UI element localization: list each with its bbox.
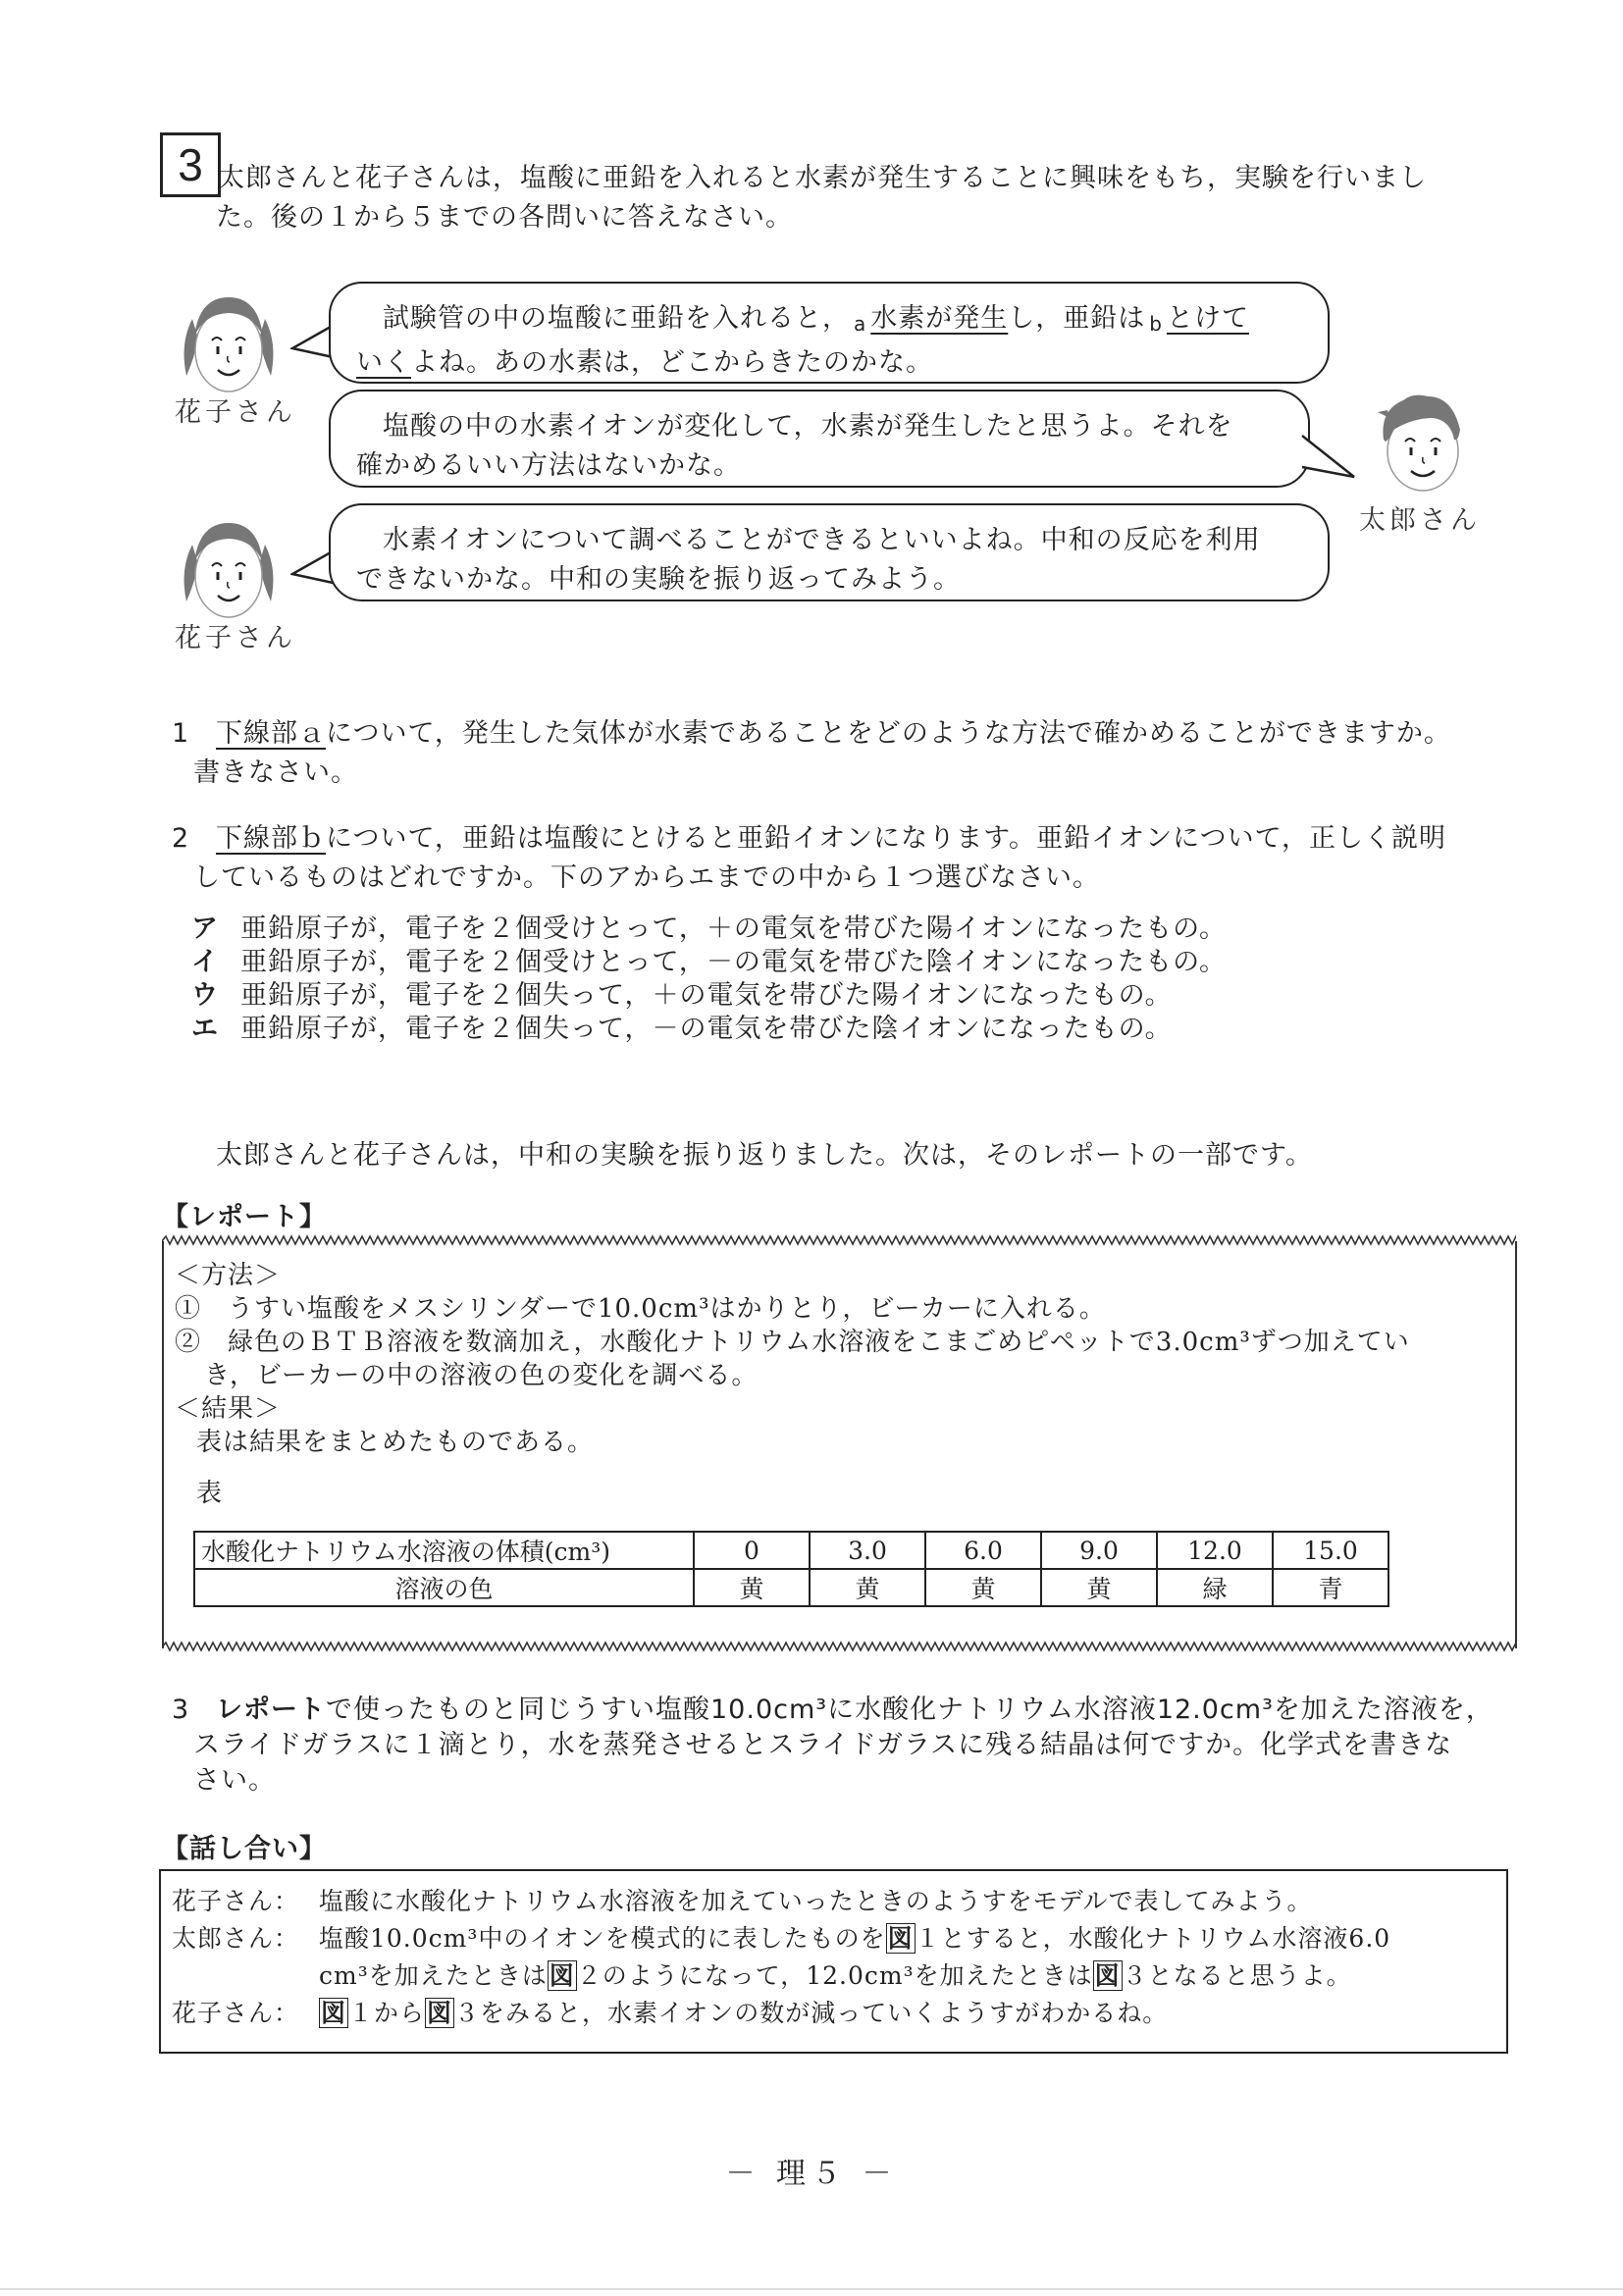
speech-bubble-hanako-2	[329, 503, 1330, 601]
discussion-text: ３となると思うよ。	[1122, 1961, 1352, 1990]
q3-text-1: で使ったものと同じうすい塩酸10.0cm³に水酸化ナトリウム水溶液12.0cm³を加えた溶液を，	[326, 1695, 1493, 1725]
table-cell-color: 黄	[810, 1569, 925, 1606]
choice-u[interactable]	[191, 979, 1227, 1013]
question-2	[172, 819, 1526, 898]
q2-text-2: しているものはどれですか。下のアからエまでの中から１つ選びなさい。	[193, 862, 1100, 893]
table-header-color: 溶液の色	[194, 1569, 694, 1606]
question-number-box: 3	[160, 132, 221, 197]
choice-text: 亜鉛原子が，電子を２個受けとって，＋の電気を帯びた陽イオンになったもの。	[240, 913, 1228, 944]
page-number: － 理５ －	[725, 2157, 898, 2191]
bubble1-text-pre: 試験管の中の塩酸に亜鉛を入れると，	[383, 303, 850, 334]
q1-underline-label: 下線部ａ	[216, 718, 326, 749]
mark-a: a	[854, 312, 867, 336]
q1-number: 1	[172, 718, 190, 749]
table-cell-color: 青	[1273, 1569, 1388, 1606]
report-content	[175, 1259, 1509, 1510]
speech-bubble-tail	[1300, 432, 1359, 481]
discussion-row	[172, 1884, 1313, 1919]
q1-text-2: 書きなさい。	[193, 757, 358, 788]
question-1	[172, 714, 1526, 793]
table-cell-volume: 0	[694, 1532, 810, 1569]
method-step-2-cont: き，ビーカーの中の溶液の色の変化を調べる。	[204, 1361, 759, 1390]
table-cell-volume: 12.0	[1157, 1532, 1273, 1569]
choice-text: 亜鉛原子が，電子を２個失って，－の電気を帯びた陰イオンになったもの。	[240, 1014, 1173, 1044]
choice-a[interactable]	[191, 913, 1227, 946]
discussion-row	[172, 1996, 1168, 2031]
choice-i[interactable]	[191, 946, 1227, 979]
method-heading: ＜方法＞	[175, 1261, 282, 1290]
table-cell-volume: 15.0	[1273, 1532, 1388, 1569]
discussion-text: ３をみると，水素イオンの数が減っていくようすがわかるね。	[454, 1999, 1169, 2027]
figure-ref: 図	[1094, 1961, 1121, 1990]
hanako-face-icon	[175, 289, 283, 399]
discussion-speaker: 花子さん：	[172, 1999, 300, 2027]
discussion-text: 塩酸10.0cm³中のイオンを模式的に表したものを	[319, 1924, 886, 1953]
choice-label: イ	[191, 947, 219, 977]
page-bottom-edge	[0, 2288, 1623, 2290]
discussion-text: 塩酸に水酸化ナトリウム水溶液を加えていったときのようすをモデルで表してみよう。	[319, 1887, 1313, 1915]
method-step-2: ② 緑色のＢＴＢ溶液を数滴加え，水酸化ナトリウム水溶液をこまごめピペットで3.0cm³ずつ加えてい	[175, 1328, 1410, 1357]
mark-b: b	[1149, 312, 1163, 336]
discussion-row	[319, 1958, 1352, 1994]
table-header-volume: 水酸化ナトリウム水溶液の体積(cm³)	[194, 1532, 694, 1569]
hanako-face-icon	[175, 515, 283, 625]
q2-underline-label: 下線部ｂ	[216, 823, 326, 854]
question-3	[172, 1693, 1526, 1799]
choice-label: ア	[191, 913, 219, 944]
method-step-1: ① うすい塩酸をメスシリンダーで10.0cm³はかりとり，ビーカーに入れる。	[175, 1294, 1106, 1324]
underline-a: 水素が発生	[870, 303, 1009, 334]
result-text: 表は結果をまとめたものである。	[196, 1428, 595, 1457]
bubble2-line-2: 確かめるいい方法はないかな。	[356, 450, 741, 481]
figure-ref: 図	[427, 1999, 453, 2027]
table-cell-color: 黄	[694, 1569, 810, 1606]
table-cell-volume: 9.0	[1041, 1532, 1157, 1569]
bubble2-line-1: 塩酸の中の水素イオンが変化して，水素が発生したと思うよ。それを	[383, 411, 1233, 442]
report-lead-text: 太郎さんと花子さんは，中和の実験を振り返りました。次は，そのレポートの一部です。	[216, 1140, 1313, 1171]
question-intro	[218, 159, 1523, 237]
intro-line-2: た。後の１から５までの各問いに答えなさい。	[216, 202, 793, 233]
report-title: 【レポート】	[162, 1202, 327, 1232]
discussion-speaker: 太郎さん：	[172, 1924, 300, 1953]
bubble1-text-mid: し，亜鉛は	[1008, 303, 1146, 334]
figure-ref: 図	[887, 1924, 914, 1953]
speaker-label-hanako-2: 花子さん	[175, 623, 296, 653]
figure-ref: 図	[549, 1961, 575, 1990]
table-row-volume	[194, 1532, 1388, 1569]
zigzag-line	[162, 1643, 1516, 1650]
q3-text-3: さい。	[193, 1765, 276, 1796]
q3-text-2: スライドガラスに１滴とり，水を蒸発させるとスライドガラスに残る結晶は何ですか。化学式を書きな	[193, 1730, 1453, 1760]
wavy-border-bottom	[162, 1641, 1516, 1654]
discussion-title: 【話し合い】	[162, 1834, 327, 1864]
intro-line-1: 太郎さんと花子さんは，塩酸に亜鉛を入れると水素が発生することに興味をもち，実験を行いまし	[218, 163, 1427, 193]
table-cell-volume: 3.0	[810, 1532, 925, 1569]
q3-bold-label: レポート	[216, 1695, 326, 1725]
choice-label: エ	[191, 1014, 219, 1044]
q2-choices	[191, 913, 1227, 1046]
choice-text: 亜鉛原子が，電子を２個受けとって，－の電気を帯びた陰イオンになったもの。	[240, 947, 1228, 977]
speech-bubble-hanako-1	[329, 282, 1330, 384]
table-cell-color: 黄	[1041, 1569, 1157, 1606]
choice-e[interactable]	[191, 1013, 1227, 1046]
discussion-speaker: 花子さん：	[172, 1887, 300, 1915]
underline-b-1: とけて	[1166, 303, 1249, 334]
bubble3-line-2: できないかな。中和の実験を振り返ってみよう。	[356, 564, 961, 595]
table-cell-color: 黄	[925, 1569, 1041, 1606]
table-row-color	[194, 1569, 1388, 1606]
table-cell-volume: 6.0	[925, 1532, 1041, 1569]
table-cell-color: 緑	[1157, 1569, 1273, 1606]
underline-b-2: いく	[356, 347, 411, 378]
figure-ref: 図	[321, 1999, 347, 2027]
discussion-row	[172, 1921, 1390, 1957]
result-heading: ＜結果＞	[175, 1394, 282, 1424]
bubble3-line-1: 水素イオンについて調べることができるといいよね。中和の反応を利用	[383, 525, 1261, 555]
bubble1-text-post: よね。あの水素は，どこからきたのかな。	[411, 347, 933, 378]
q3-number: 3	[172, 1695, 190, 1725]
table-caption: 表	[196, 1479, 224, 1508]
discussion-text: １とすると，水酸化ナトリウム水溶液6.0	[915, 1924, 1391, 1953]
q2-number: 2	[172, 823, 190, 854]
results-table	[193, 1531, 1389, 1607]
choice-label: ウ	[191, 980, 219, 1011]
speaker-label-hanako-1: 花子さん	[175, 397, 296, 428]
speaker-label-taro: 太郎さん	[1359, 505, 1481, 536]
taro-face-icon	[1374, 391, 1472, 496]
choice-text: 亜鉛原子が，電子を２個失って，＋の電気を帯びた陽イオンになったもの。	[240, 980, 1173, 1011]
q1-text-1: について，発生した気体が水素であることをどのような方法で確かめることができますか。	[326, 718, 1451, 749]
speech-bubble-taro	[329, 390, 1310, 488]
q2-text-1: について，亜鉛は塩酸にとけると亜鉛イオンになります。亜鉛イオンについて，正しく説明	[326, 823, 1447, 854]
discussion-text: １から	[348, 1999, 426, 2027]
discussion-text: ２のようになって，12.0cm³を加えたときは	[576, 1961, 1093, 1990]
discussion-text: cm³を加えたときは	[319, 1961, 548, 1990]
